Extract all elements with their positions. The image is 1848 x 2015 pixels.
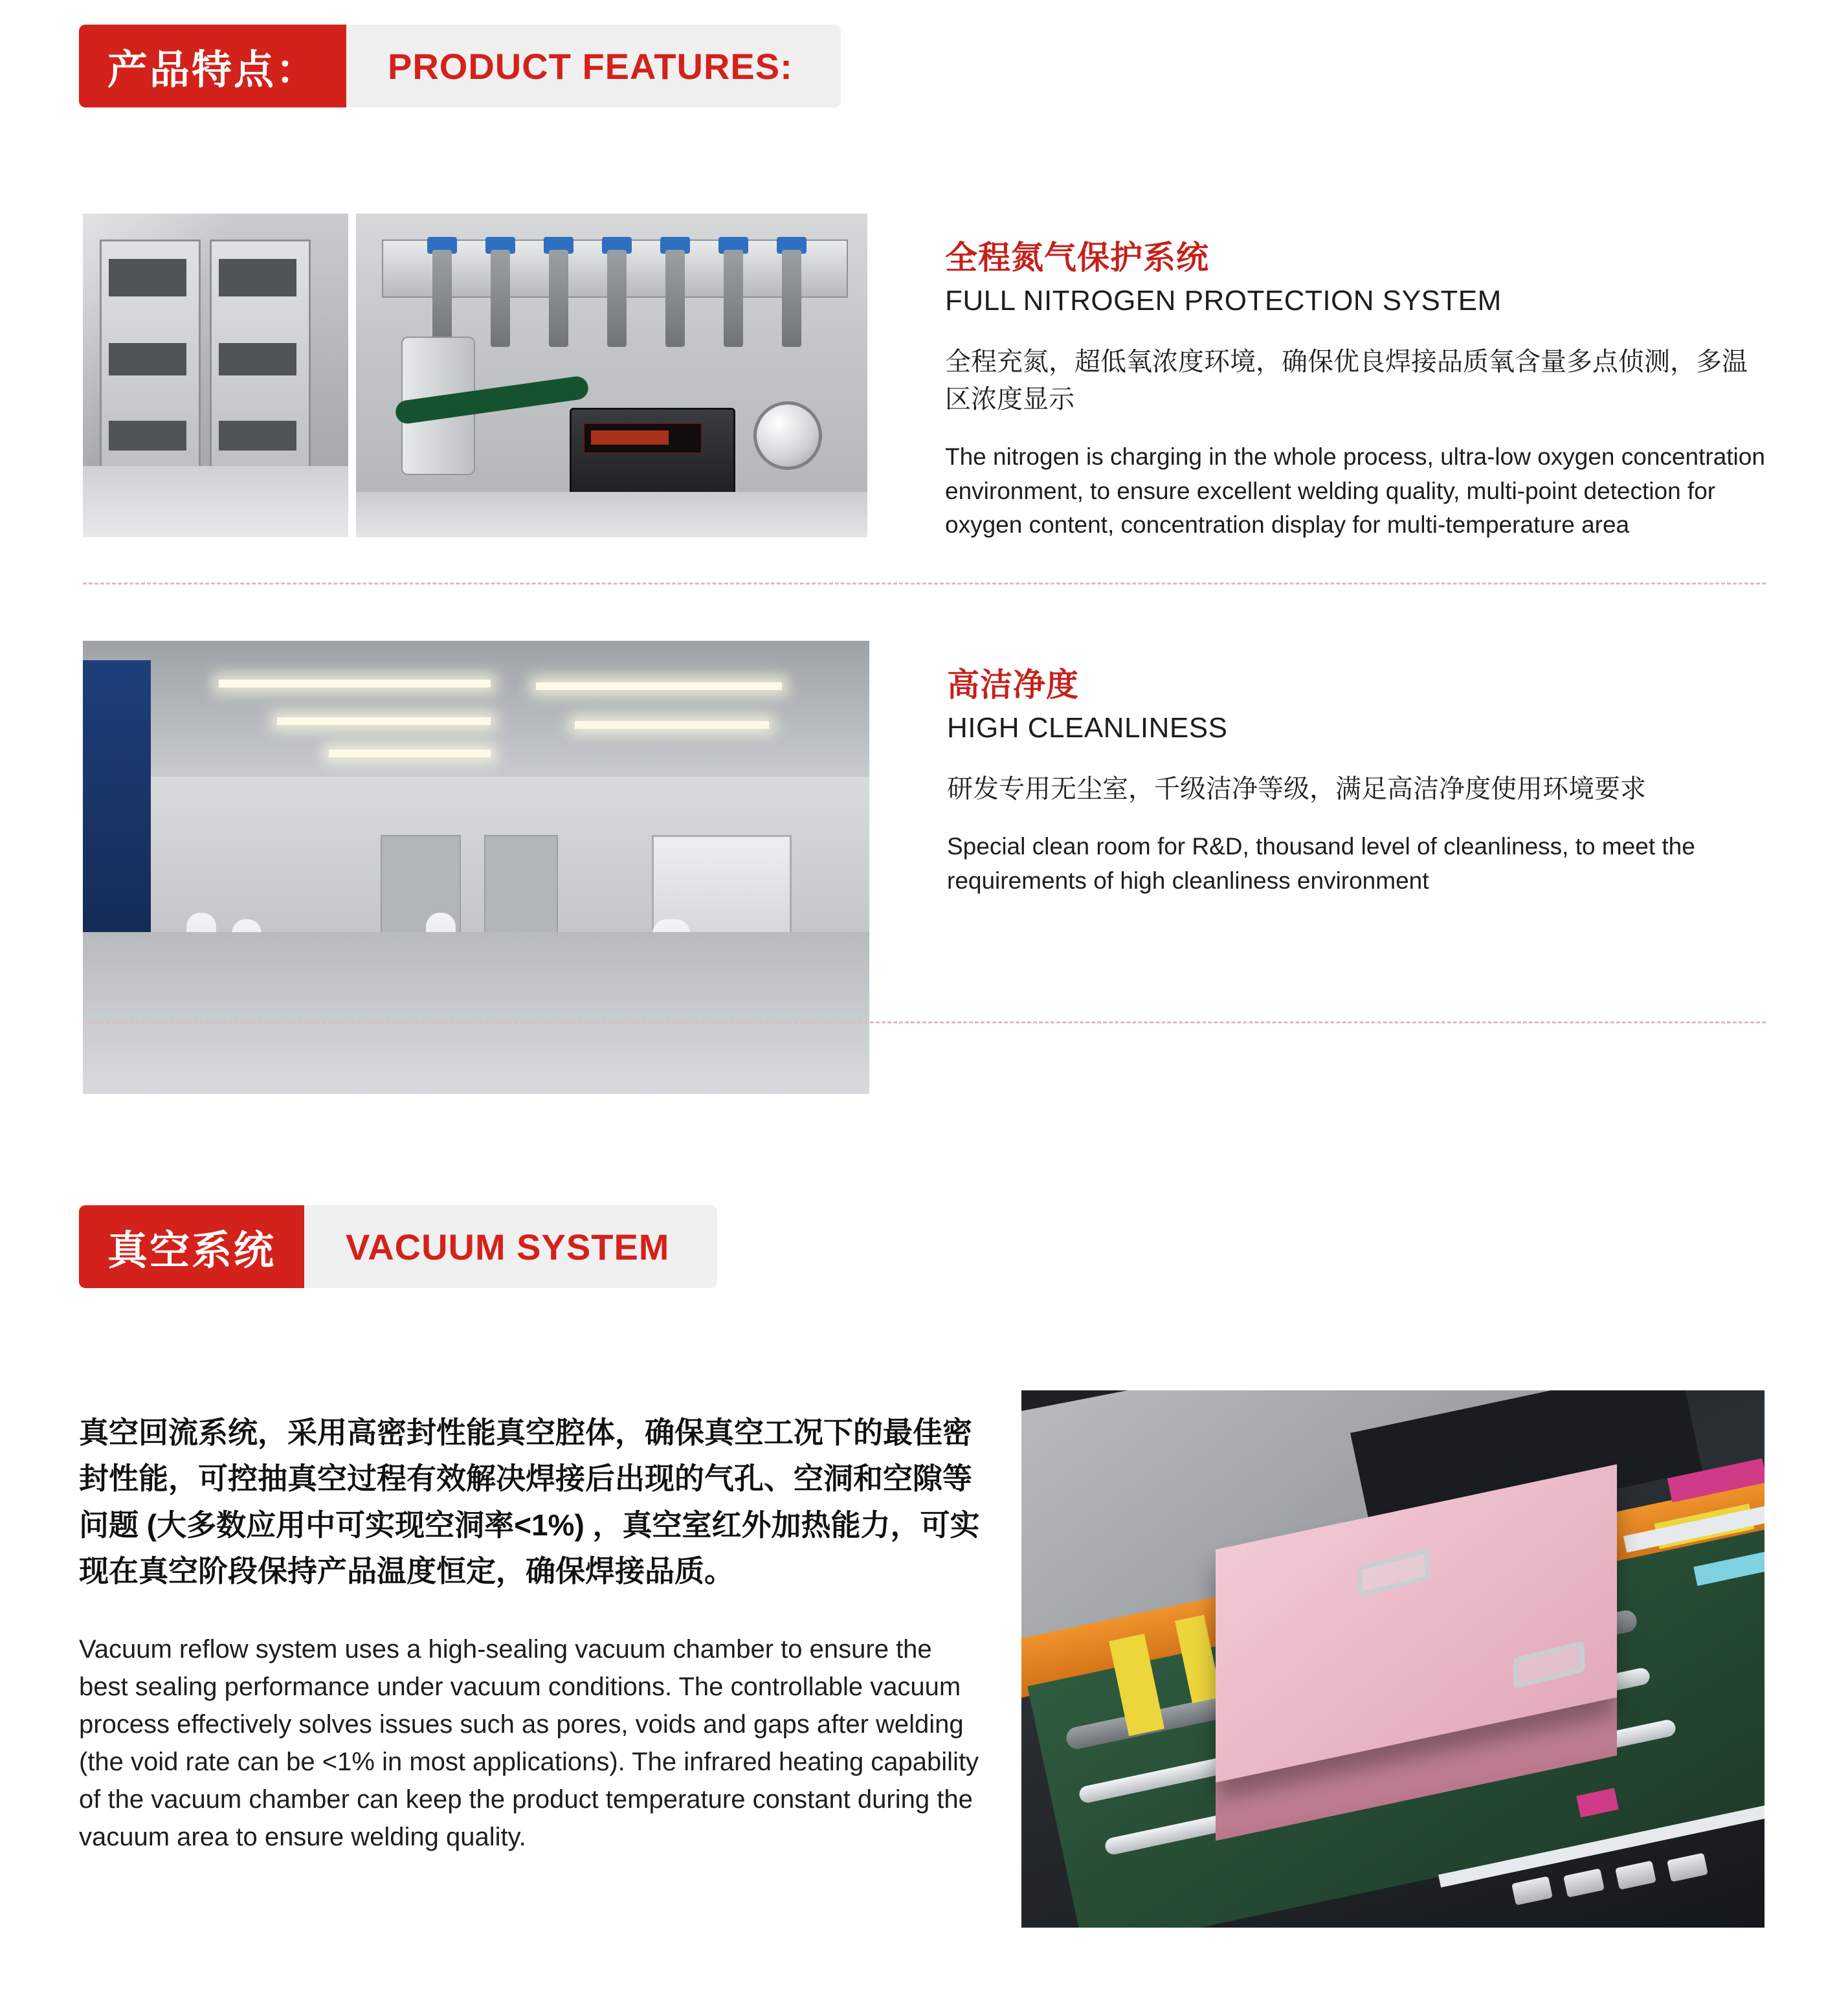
product-features-header [79, 25, 841, 107]
feature-title-cn: 高洁净度 [947, 667, 1079, 703]
vacuum-system-header [79, 1205, 717, 1288]
feature-desc-en: Special clean room for R&D, thousand level of cleanliness, to meet the requirements of high cleanliness environment [947, 833, 1695, 894]
vacuum-desc-en: Vacuum reflow system uses a high-sealing vacuum chamber to ensure the best sealing performance under vacuum conditions. The controllable vacuum process effectively solves issues such as pores, voids and gaps after welding (the void rate can be <1% in most applications). The infrared heating capability of the vacuum chamber can keep the product temperature constant during the vacuum area to ensure welding quality. [79, 1635, 979, 1852]
clean-room-interior-photo [83, 641, 869, 1094]
section-header-cn-label: 真空系统 [79, 1205, 304, 1288]
section-divider [83, 583, 1766, 584]
feature-desc-cn: 研发专用无尘室，千级洁净等级，满足高洁净度使用环境要求 [947, 775, 1646, 803]
vacuum-desc-cn: 真空回流系统，采用高密封性能真空腔体，确保真空工况下的最佳密封性能，可控抽真空过程有效解决焊接后出现的气孔、空洞和空隙等问题 (大多数应用中可实现空洞率<1%) ，真空室红外加热能力，可实现在真空阶段保持产品温度恒定，确保焊接品质。 [79, 1416, 980, 1588]
nitrogen-equipment-frame-photo [83, 214, 348, 537]
vacuum-chamber-3d-render [1021, 1390, 1765, 1928]
feature-nitrogen-photos [83, 214, 867, 537]
feature-nitrogen-text [945, 214, 1766, 542]
section-header-en-label: VACUUM SYSTEM [346, 1226, 670, 1267]
feature-title-cn: 全程氮气保护系统 [945, 239, 1209, 276]
feature-title-en: FULL NITROGEN PROTECTION SYSTEM [945, 285, 1502, 317]
section-header-bar [79, 1205, 717, 1288]
feature-desc-en: The nitrogen is charging in the whole process, ultra-low oxygen concentration environment, to ensure excellent welding quality, multi-point detection for oxygen content, concentration display for multi-temperature area [945, 443, 1765, 539]
section-header-cn-label: 产品特点： [79, 25, 346, 107]
nitrogen-manifold-controller-photo [356, 214, 867, 537]
feature-item-nitrogen [83, 214, 1766, 542]
feature-cleanroom-photos [83, 641, 869, 1094]
feature-desc-cn: 全程充氮，超低氧浓度环境，确保优良焊接品质氧含量多点侦测，多温区浓度显示 [945, 348, 1748, 414]
section-header-bar [79, 25, 841, 107]
feature-title-en: HIGH CLEANLINESS [947, 712, 1228, 744]
feature-item-cleanliness [83, 641, 1766, 1094]
vacuum-description-block [79, 1410, 985, 1856]
feature-cleanliness-text [947, 641, 1766, 898]
section-divider [83, 1021, 1766, 1023]
section-header-en-label: PRODUCT FEATURES: [388, 45, 793, 87]
